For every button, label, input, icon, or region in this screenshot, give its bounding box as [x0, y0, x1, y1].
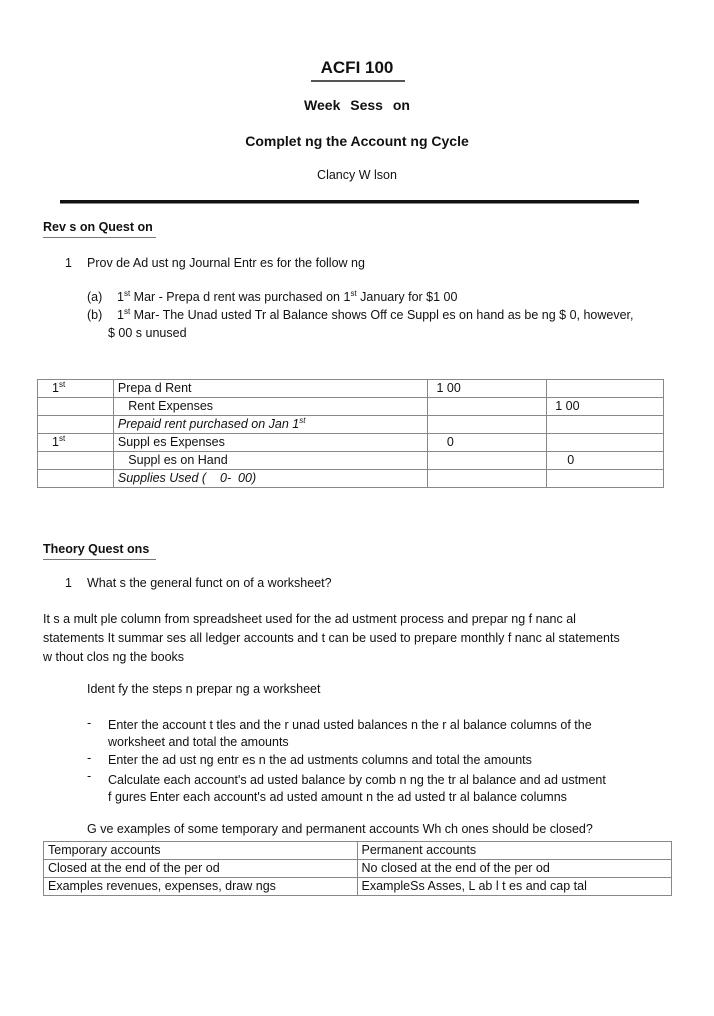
- step-3: [108, 772, 668, 806]
- journal-debit: 1 00: [428, 380, 547, 398]
- answer-line: statements It summar ses all ledger accounts and t can be used to prepare monthly f nanc al statements: [43, 631, 620, 645]
- journal-debit: 0: [428, 434, 547, 452]
- journal-credit: 0: [547, 452, 664, 470]
- journal-debit: [428, 398, 547, 416]
- table-row: [44, 878, 672, 896]
- step-line: Enter the account t tles and the r unad usted balances n the r al balance columns of the: [108, 718, 592, 732]
- journal-credit: [547, 470, 664, 488]
- table-row: [44, 842, 672, 860]
- theory-q3-text: G ve examples of some temporary and permanent accounts Wh ch ones should be closed?: [87, 822, 593, 836]
- accounts-cell: Temporary accounts: [44, 842, 358, 860]
- item-a-text: 1st Mar - Prepa d rent was purchased on 1st January for $1 00: [117, 288, 458, 304]
- theory-heading-underline: [43, 559, 156, 560]
- answer-1: [43, 610, 673, 667]
- journal-date: 1st: [38, 380, 114, 398]
- theory-q1-number: 1: [65, 576, 72, 590]
- theory-q2-text: Ident fy the steps n prepar ng a worksheet: [87, 682, 321, 696]
- item-b-continuation: $ 00 s unused: [108, 326, 187, 340]
- answer-line: w thout clos ng the books: [43, 650, 185, 664]
- week-session: Week Sess on: [304, 97, 410, 113]
- author-name: Clancy W lson: [317, 168, 397, 182]
- revision-question-number: 1: [65, 256, 72, 270]
- theory-q1-text: What s the general funct on of a worksheet?: [87, 576, 332, 590]
- revision-question-text: Prov de Ad ust ng Journal Entr es for the follow ng: [87, 256, 365, 270]
- step-dash: -: [87, 716, 92, 730]
- table-row: [38, 416, 664, 434]
- journal-account: Rent Expenses: [113, 398, 428, 416]
- step-1: [108, 717, 668, 751]
- journal-date: [38, 452, 114, 470]
- theory-heading: Theory Quest ons: [43, 542, 150, 556]
- accounts-table: [43, 841, 672, 896]
- title-underline: [311, 80, 405, 82]
- item-b-label: (b): [87, 308, 103, 322]
- document-subtitle: Complet ng the Account ng Cycle: [245, 133, 469, 149]
- journal-account: Suppl es on Hand: [113, 452, 428, 470]
- step-dash: -: [87, 751, 92, 765]
- accounts-cell: ExampleSs Asses, L ab l t es and cap tal: [357, 878, 672, 896]
- journal-debit: [428, 470, 547, 488]
- revision-heading: Rev s on Quest on: [43, 220, 153, 234]
- step-line: worksheet and total the amounts: [108, 735, 289, 749]
- step-line: f gures Enter each account's ad usted amount n the ad usted tr al balance columns: [108, 790, 567, 804]
- course-title: ACFI 100: [320, 58, 394, 77]
- journal-date: [38, 470, 114, 488]
- journal-date: [38, 398, 114, 416]
- journal-credit: [547, 416, 664, 434]
- answer-line: It s a mult ple column from spreadsheet used for the ad ustment process and prepar ng f nanc al: [43, 612, 576, 626]
- table-row: [38, 380, 664, 398]
- journal-narration: Prepaid rent purchased on Jan 1st: [113, 416, 428, 434]
- journal-date: 1st: [38, 434, 114, 452]
- header-divider: [60, 200, 639, 203]
- journal-debit: [428, 452, 547, 470]
- table-row: [38, 398, 664, 416]
- journal-credit: [547, 380, 664, 398]
- journal-account: Suppl es Expenses: [113, 434, 428, 452]
- journal-debit: [428, 416, 547, 434]
- accounts-cell: Examples revenues, expenses, draw ngs: [44, 878, 358, 896]
- journal-entries-table: [37, 379, 664, 488]
- table-row: [38, 452, 664, 470]
- journal-credit: 1 00: [547, 398, 664, 416]
- step-2: [108, 752, 668, 769]
- journal-account: Prepa d Rent: [113, 380, 428, 398]
- step-dash: -: [87, 769, 92, 783]
- journal-credit: [547, 434, 664, 452]
- revision-heading-underline: [43, 237, 156, 238]
- accounts-cell: Closed at the end of the per od: [44, 860, 358, 878]
- table-row: [44, 860, 672, 878]
- accounts-cell: Permanent accounts: [357, 842, 672, 860]
- step-line: Enter the ad ust ng entr es n the ad ustments columns and total the amounts: [108, 753, 532, 767]
- step-line: Calculate each account's ad usted balance by comb n ng the tr al balance and ad ustment: [108, 773, 606, 787]
- journal-narration: Supplies Used ( 0- 00): [113, 470, 428, 488]
- table-row: [38, 434, 664, 452]
- item-a-label: (a): [87, 290, 103, 304]
- item-b-text: 1st Mar- The Unad usted Tr al Balance shows Off ce Suppl es on hand as be ng $ 0, however,: [117, 306, 634, 322]
- journal-date: [38, 416, 114, 434]
- accounts-cell: No closed at the end of the per od: [357, 860, 672, 878]
- table-row: [38, 470, 664, 488]
